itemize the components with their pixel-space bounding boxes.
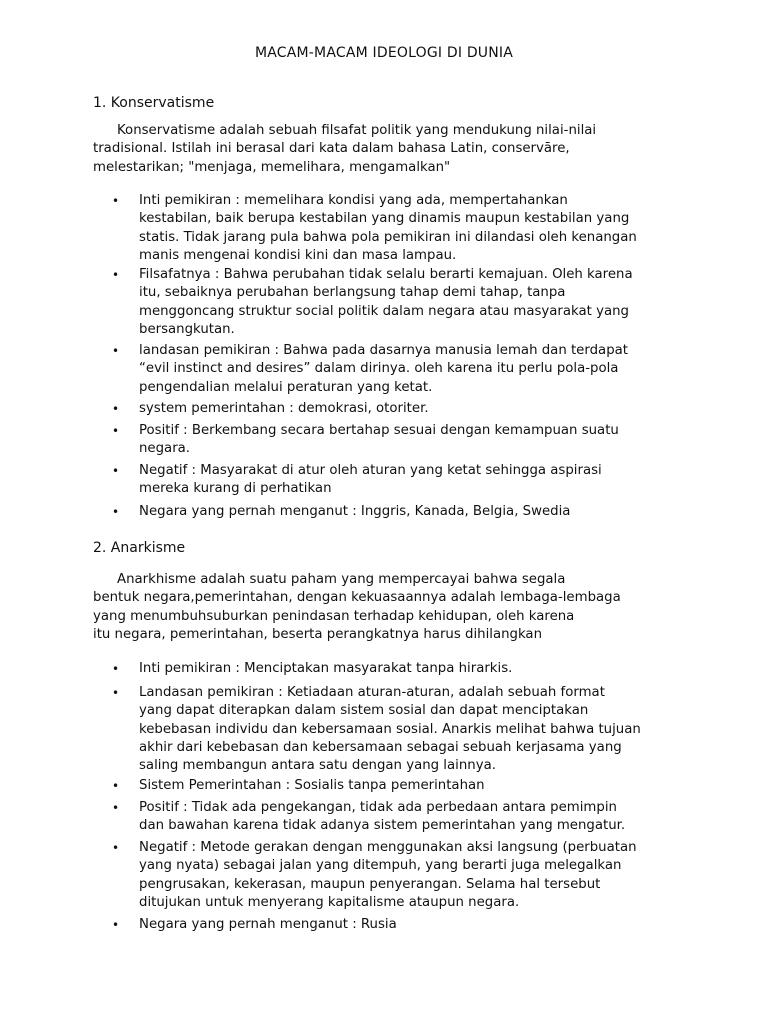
- page-title: MACAM-MACAM IDEOLOGI DI DUNIA: [254, 45, 514, 61]
- bullet-icon: •: [112, 268, 120, 282]
- list-item-line: kestabilan, baik berupa kestabilan yang dinamis maupun kestabilan yang: [139, 211, 630, 227]
- list-item-line: Negatif : Metode gerakan dengan menggunakan aksi langsung (perbuatan: [139, 840, 637, 855]
- intro-line: yang menumbuhsuburkan penindasan terhadap kehidupan, oleh karena: [93, 608, 575, 624]
- list-item-line: Landasan pemikiran : Ketiadaan aturan-aturan, adalah sebuah format: [139, 685, 605, 700]
- list-item-line: landasan pemikiran : Bahwa pada dasarnya manusia lemah dan terdapat: [139, 343, 628, 358]
- list-item-line: negara.: [139, 441, 191, 457]
- bullet-icon: •: [112, 686, 120, 700]
- intro-line: itu negara, pemerintahan, beserta perangkatnya harus dihilangkan: [93, 626, 543, 642]
- list-item-line: “evil instinct and desires” dalam dirinya. oleh karena itu perlu pola-pola: [139, 361, 619, 377]
- list-item-line: kebebasan individu dan kebersamaan sosial. Anarkis melihat bahwa tujuan: [139, 721, 641, 737]
- intro-line: tradisional. Istilah ini berasal dari kata dalam bahasa Latin, conservāre,: [93, 141, 570, 157]
- bullet-icon: •: [112, 464, 120, 478]
- list-item-text: [139, 422, 619, 459]
- bullet-icon: •: [112, 424, 120, 438]
- bullet-icon: •: [112, 194, 120, 208]
- bullet-icon: •: [112, 344, 120, 358]
- intro-line: Anarkhisme adalah suatu paham yang mempercayai bahwa segala: [117, 572, 566, 587]
- bullet-icon: •: [112, 402, 120, 416]
- list-item-line: yang nyata) sebagai jalan yang ditempuh, yang berarti juga melegalkan: [139, 858, 622, 874]
- list-item-line: statis. Tidak jarang pula bahwa pola pemikiran ini dilandasi oleh kenangan: [139, 229, 637, 245]
- list-item-line: Sistem Pemerintahan : Sosialis tanpa pemerintahan: [139, 778, 485, 793]
- list-item-text: [139, 916, 397, 934]
- list-item-line: Negara yang pernah menganut : Rusia: [139, 917, 397, 932]
- bullet-icon: •: [112, 662, 120, 676]
- list-item-line: system pemerintahan : demokrasi, otoriter.: [139, 401, 429, 416]
- list-item-line: saling membangun antara satu dengan yang lainnya.: [139, 758, 496, 774]
- intro-line: bentuk negara,pemerintahan, dengan kekuasaannya adalah lembaga-lembaga: [93, 590, 621, 606]
- list-item-line: dan bawahan karena tidak adanya sistem pemerintahan yang mengatur.: [139, 818, 626, 834]
- bullet-icon: •: [112, 841, 120, 855]
- list-item-text: [139, 777, 485, 795]
- list-item-line: mereka kurang di perhatikan: [139, 481, 332, 497]
- list-item-text: [139, 684, 641, 775]
- list-item-text: [139, 192, 637, 265]
- list-item-text: [139, 799, 625, 836]
- list-item-line: Positif : Tidak ada pengekangan, tidak ada perbedaan antara pemimpin: [139, 800, 617, 815]
- list-item-line: pengendalian melalui peraturan yang ketat.: [139, 379, 433, 395]
- list-item-line: Filsafatnya : Bahwa perubahan tidak selalu berarti kemajuan. Oleh karena: [139, 267, 633, 282]
- list-item-line: itu, sebaiknya perubahan berlangsung tahap demi tahap, tanpa: [139, 285, 566, 301]
- list-item-text: [139, 266, 633, 339]
- list-item-line: manis mengenai kondisi kini dan masa lampau.: [139, 247, 457, 263]
- list-item-text: [139, 462, 602, 499]
- list-item-text: [139, 400, 429, 418]
- list-item-text: [139, 660, 512, 678]
- list-item-line: akhir dari kebebasan dan kebersamaan sebagai sebuah kerjasama yang: [139, 739, 622, 755]
- list-item-line: yang dapat diterapkan dalam sistem sosial dan dapat menciptakan: [139, 703, 589, 719]
- list-item-line: ditujukan untuk menyerang kapitalisme ataupun negara.: [139, 894, 520, 910]
- list-item-line: bersangkutan.: [139, 321, 235, 337]
- list-item-line: pengrusakan, kekerasan, maupun penyerangan. Selama hal tersebut: [139, 876, 601, 892]
- section-heading: 1. Konservatisme: [93, 95, 215, 111]
- list-item-line: Negatif : Masyarakat di atur oleh aturan yang ketat sehingga aspirasi: [139, 463, 602, 478]
- bullet-icon: •: [112, 779, 120, 793]
- intro-line: Konservatisme adalah sebuah filsafat politik yang mendukung nilai-nilai: [117, 123, 597, 138]
- section-intro: [93, 571, 653, 644]
- intro-line: melestarikan; "menjaga, memelihara, mengamalkan": [93, 159, 451, 175]
- section-heading: 2. Anarkisme: [93, 540, 186, 556]
- list-item-line: menggoncang struktur social politik dalam negara atau masyarakat yang: [139, 303, 629, 319]
- section-intro: [93, 122, 653, 177]
- list-item-text: [139, 839, 637, 912]
- list-item-text: [139, 503, 570, 521]
- list-item-line: Negara yang pernah menganut : Inggris, Kanada, Belgia, Swedia: [139, 504, 571, 519]
- bullet-icon: •: [112, 918, 120, 932]
- list-item-line: Positif : Berkembang secara bertahap sesuai dengan kemampuan suatu: [139, 423, 619, 438]
- list-item-line: Inti pemikiran : Menciptakan masyarakat tanpa hirarkis.: [139, 661, 513, 676]
- list-item-line: Inti pemikiran : memelihara kondisi yang ada, mempertahankan: [139, 193, 568, 208]
- list-item-text: [139, 342, 628, 397]
- bullet-icon: •: [112, 505, 120, 519]
- bullet-icon: •: [112, 801, 120, 815]
